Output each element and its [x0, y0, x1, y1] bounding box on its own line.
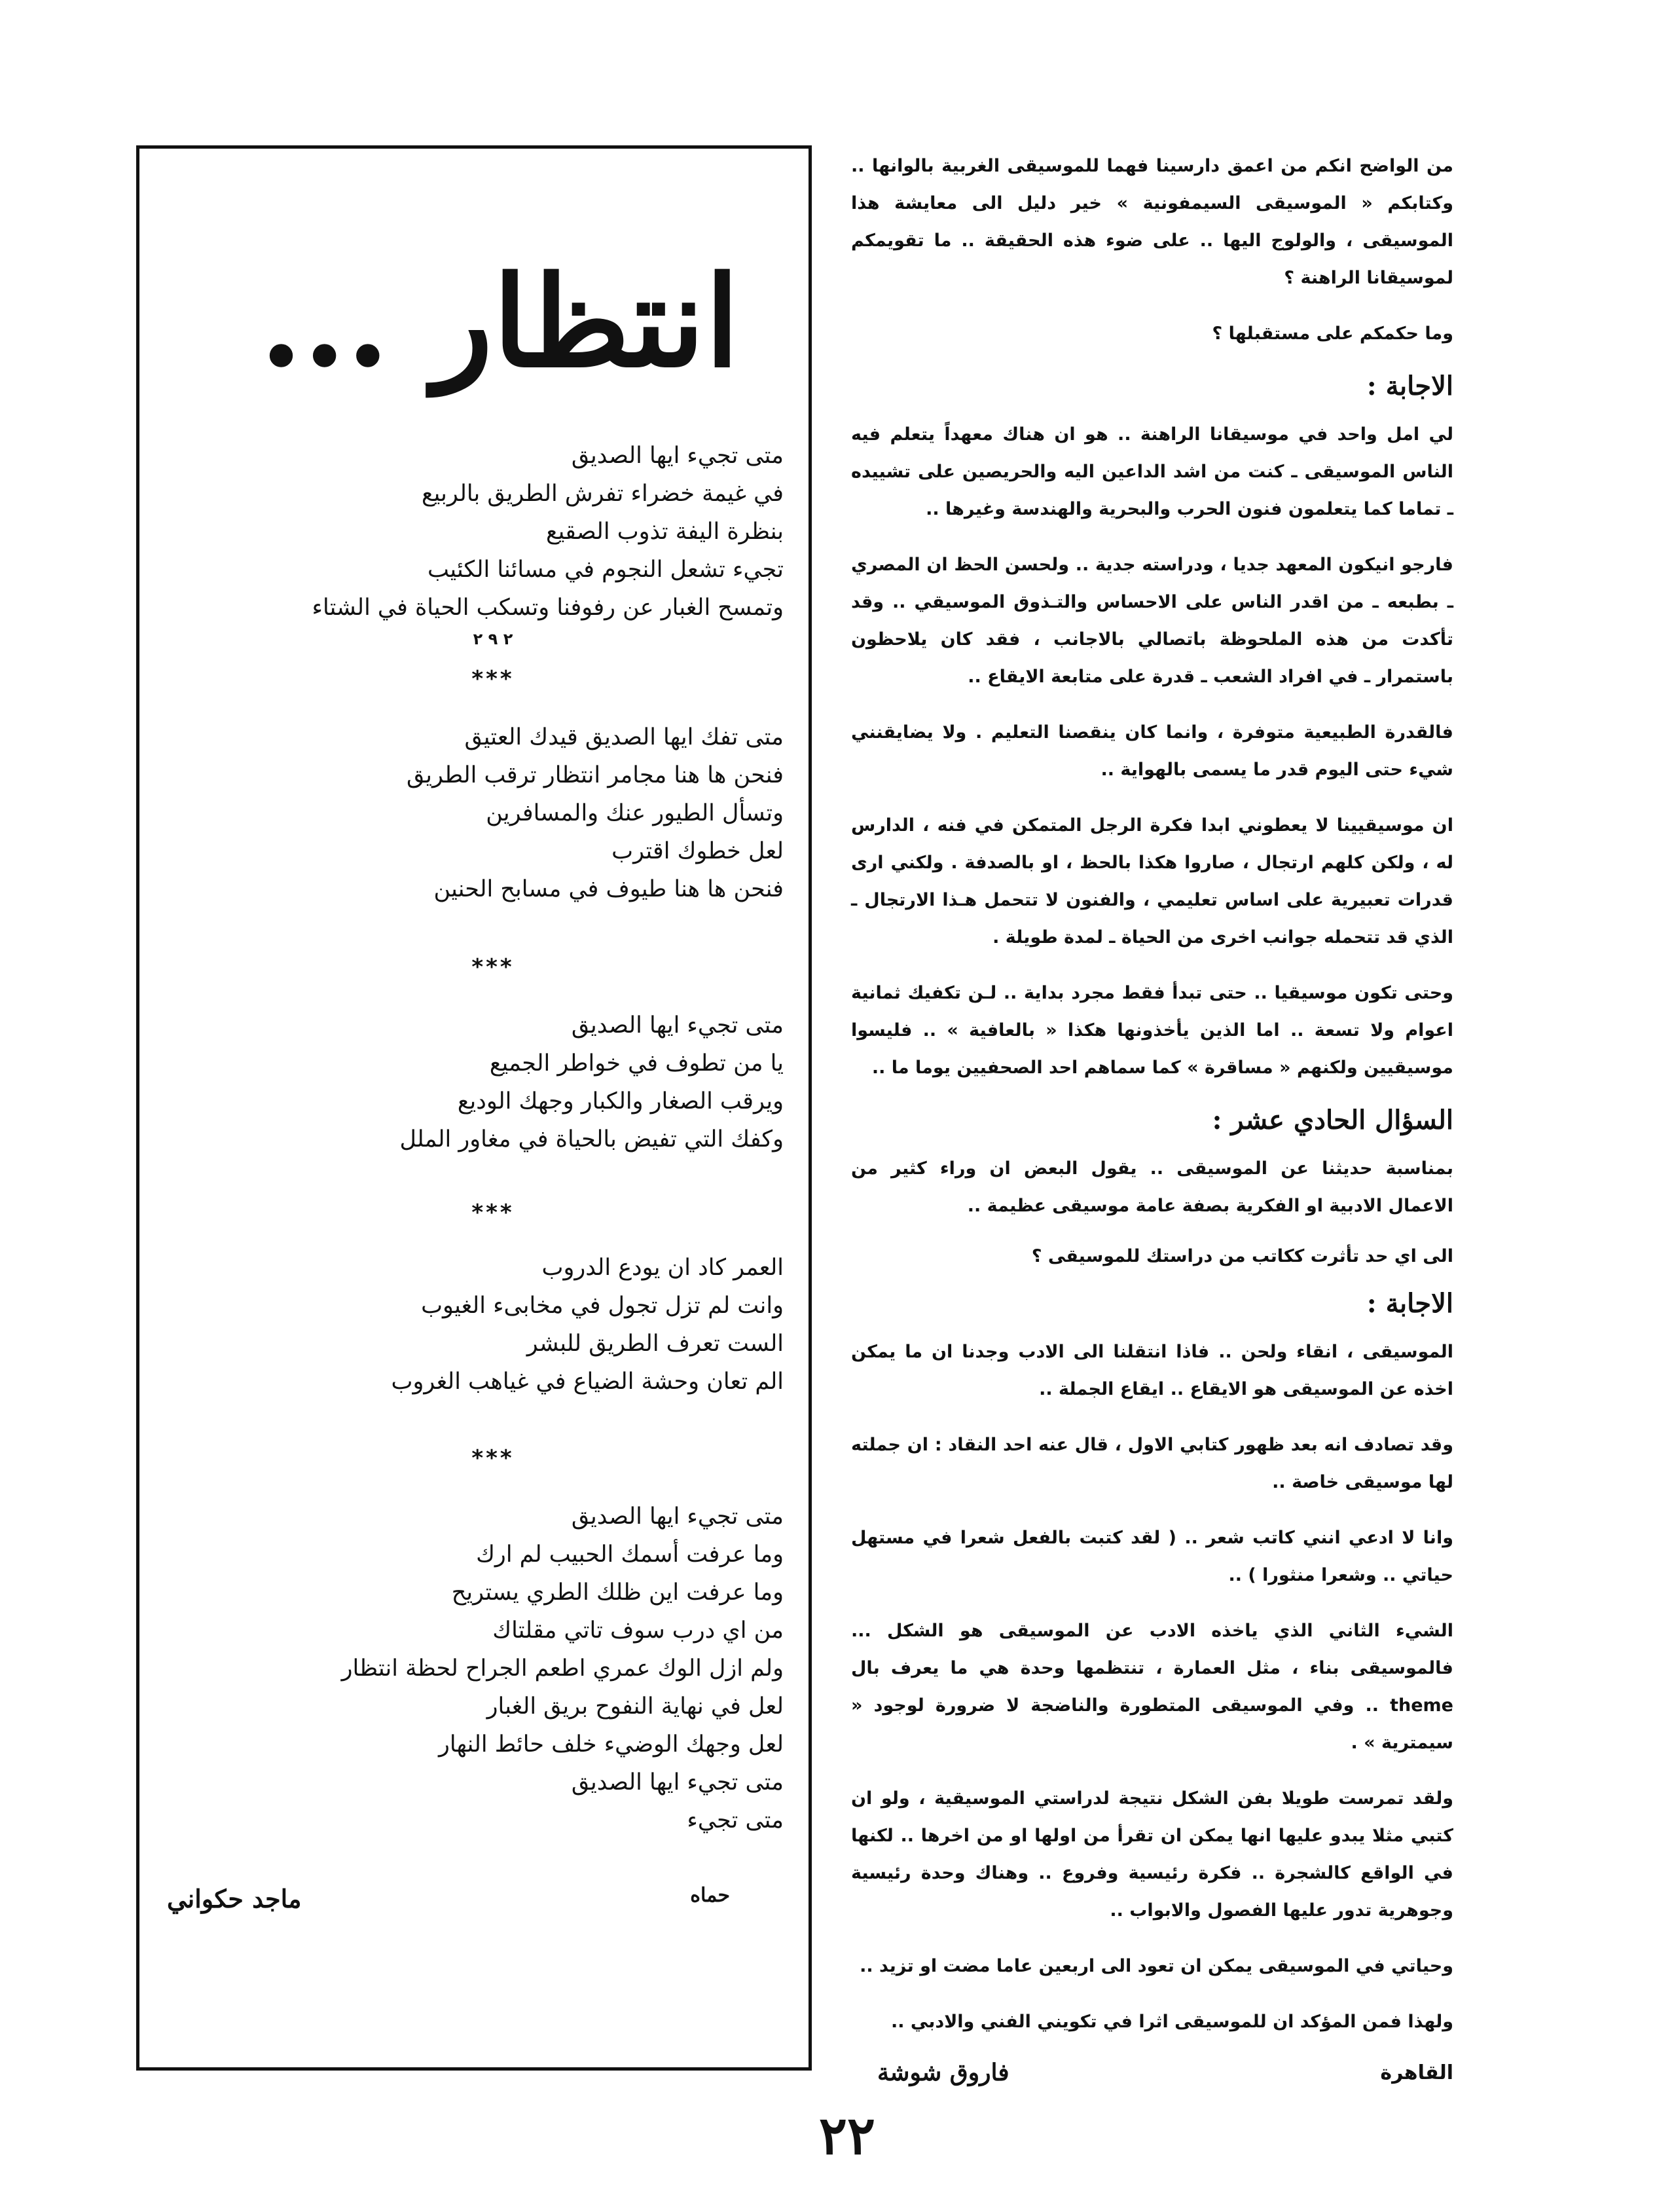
poem-line: بنظرة اليفة تذوب الصقيع	[545, 519, 784, 545]
poem-line: متى تجيء ايها الصديق	[571, 1012, 784, 1039]
answer-paragraph: فارجو انيكون المعهد جديا ، ودراسته جدية .. ولحسن الحظ ان المصري ـ بطبعه ـ من اقدر الناس على الاحساس والتـذوق الموسيقي .. وقد تأكدت من هذه الملحوظة باتصالي بالاجانب ، فقد كان يلاحظون باستمرار ـ في افراد الشعب ـ قدرة على متابعة الايقاع ..	[851, 555, 1453, 687]
interview-signature	[851, 2059, 1453, 2086]
poem-author: ماجد حكواني	[167, 1884, 302, 1913]
poem-line: وتمسح الغبار عن رفوفنا وتسكب الحياة في الشتاء	[312, 595, 784, 621]
poem-line: متى تجيء ايها الصديق	[571, 1769, 784, 1796]
poem-line: متى تفك ايها الصديق قيدك العتيق	[464, 724, 784, 750]
answer-paragraph: وانا لا ادعي انني كاتب شعر .. ( لقد كتبت بالفعل شعرا في مستهل حياتي .. وشعرا منثورا ) ..	[851, 1528, 1453, 1585]
stanza-separator: ***	[471, 666, 515, 692]
answer-paragraph: الشيء الثاني الذي ياخذه الادب عن الموسيقى هو الشكل ... فالموسيقى بناء ، مثل العمارة ، تنتظمها وحدة هي ما يعرف بال theme .. وفي الموسيقى المتطورة والناضجة لا ضرورة لوجود « سيمترية » .	[851, 1621, 1453, 1753]
answer-heading: الاجابة :	[1366, 1288, 1453, 1319]
poem-stanza-4	[194, 1249, 784, 1401]
answer-paragraph: وحياتي في الموسيقى يمكن ان تعود الى اربعين عاما مضت او تزيد ..	[860, 1956, 1453, 1976]
interview-column	[851, 147, 1453, 2086]
answer-paragraph: وقد تصادف انه بعد ظهور كتابي الاول ، قال عنه احد النقاد : ان جملته لها موسيقى خاصة ..	[851, 1435, 1453, 1492]
intro-question-paragraph-1: من الواضح انكم من اعمق دارسينا فهما للموسيقى الغربية بالوانها .. وكتابكم « الموسيقى السيمفونية » خير دليل الى معايشة هذا الموسيقى ، والولوج اليها .. على ضوء هذه الحقيقة .. ما تقويمكم لموسيقانا الراهنة ؟	[851, 156, 1453, 288]
stanza-separator: ***	[471, 954, 515, 980]
poem-line: وكفك التي تفيض بالحياة في مغاور الملل	[399, 1126, 784, 1152]
poem-place: حماه	[690, 1884, 730, 1907]
poem-line: العمر كاد ان يودع الدروب	[541, 1255, 784, 1281]
poem-line: وما عرفت اين ظلك الطري يستريح	[451, 1579, 784, 1606]
poem-line: متى تجيء ايها الصديق	[571, 1503, 784, 1530]
answer-paragraph: لي امل واحد في موسيقانا الراهنة .. هو ان هناك معهداً يتعلم فيه الناس الموسيقى ـ كنت من اشد الداعين اليه والحريصين على تشييده ـ تماما كما يتعلمون فنون الحرب والبحرية والهندسة وغيرها ..	[851, 424, 1453, 519]
poem-line: يا من تطوف في خواطر الجميع	[489, 1050, 784, 1077]
answer-paragraph: ان موسيقيينا لا يعطوني ابدا فكرة الرجل المتمكن في فنه ، الدارس له ، ولكن كلهم ارتجال ، صاروا هكذا بالحظ ، او بالصدفة . ولكني ارى قدرات تعبيرية على اساس تعليمي ، والفنون لا تتحمل هـذا الارتجال ـ الذي قد تتحمله جوانب اخرى من الحياة ـ لمدة طويلة .	[851, 815, 1453, 948]
poem-line: لعل خطوك اقترب	[611, 838, 784, 864]
poem-line: فنحن ها هنا طيوف في مسابح الحنين	[433, 876, 784, 902]
poem-stanza-1	[194, 437, 784, 627]
question-paragraph: بمناسبة حديثنا عن الموسيقى .. يقول البعض ان وراء كثير من الاعمال الادبية او الفكرية بصفة عامة موسيقى عظيمة ..	[851, 1158, 1453, 1216]
poem-line: وانت لم تزل تجول في مخابىء الغيوب	[421, 1293, 784, 1319]
interview-place: القاهرة	[1380, 2061, 1453, 2084]
poem-line: لعل وجهك الوضيء خلف حائط النهار	[438, 1731, 784, 1758]
page-number: ٢٢	[819, 2105, 875, 2166]
poem-line: وتسأل الطيور عنك والمسافرين	[486, 800, 784, 826]
poem-line: لعل في نهاية النفوح بريق الغبار	[486, 1693, 784, 1720]
poem-signature	[167, 1884, 730, 1913]
poem-line: متى تجيء	[687, 1807, 784, 1834]
poem-title: انتظار ...	[259, 249, 740, 395]
poem-line: فنحن ها هنا مجامر انتظار ترقب الطريق	[407, 762, 784, 788]
answer-paragraph: ولهذا فمن المؤكد ان للموسيقى اثرا في تكويني الفني والادبي ..	[890, 2012, 1453, 2032]
interview-author: فاروق شوشة	[877, 2059, 1009, 2086]
poem-line: ويرقب الصغار والكبار وجهك الوديع	[457, 1088, 784, 1115]
question-heading: السؤال الحادي عشر :	[1212, 1105, 1453, 1135]
answer-paragraph: الموسيقى ، انقاء ولحن .. فاذا انتقلنا الى الادب وجدنا ان ما يمكن اخذه عن الموسيقى هو الايقاع .. ايقاع الجملة ..	[851, 1342, 1453, 1399]
poem-line: تجيء تشعل النجوم في مسائنا الكئيب	[427, 557, 784, 583]
poem-line: من اي درب سوف تاتي مقلتاك	[492, 1617, 784, 1644]
stanza-mark: ٢ ٩ ٢	[473, 630, 513, 648]
poem-line: وما عرفت أسمك الحبيب لم ارك	[476, 1541, 784, 1568]
answer-paragraph: وحتى تكون موسيقيا .. حتى تبدأ فقط مجرد بداية .. لـن تكفيك ثمانية اعوام ولا تسعة .. اما الذين يأخذونها هكذا « بالعافية » .. فليسوا موسيقيين ولكنهم « مساقرة » كما سماهم احد الصحفيين يوما ما ..	[851, 983, 1453, 1078]
answer-paragraph: ولقد تمرست طويلا بفن الشكل نتيجة لدراستي الموسيقية ، ولو ان كتبي مثلا يبدو عليها انها يمكن ان تقرأ من اولها او من اخرها .. لكنها في الواقع كالشجرة .. فكرة رئيسية وفروع .. وهناك وحدة رئيسية وجوهرية تدور عليها الفصول والابواب ..	[851, 1788, 1453, 1921]
poem-line: الم تعان وحشة الضياع في غياهب الغروب	[391, 1369, 784, 1395]
poem-frame	[136, 145, 812, 2071]
stanza-separator: ***	[471, 1445, 515, 1471]
poem-line: ولم ازل الوك عمري اطعم الجراح لحظة انتظار	[341, 1655, 784, 1682]
answer-heading: الاجابة :	[1366, 371, 1453, 401]
poem-line: الست تعرف الطريق للبشر	[526, 1331, 784, 1357]
stanza-separator: ***	[471, 1200, 515, 1226]
poem-stanza-5	[194, 1498, 784, 1839]
poem-stanza-2	[194, 718, 784, 908]
poem-line: متى تجيء ايها الصديق	[571, 443, 784, 469]
intro-question-paragraph-2: وما حكمكم على مستقبلها ؟	[1212, 323, 1453, 344]
answer-paragraph: فالقدرة الطبيعية متوفرة ، وانما كان ينقصنا التعليم . ولا يضايقنني شيء حتى اليوم قدر ما يسمى بالهواية ..	[851, 722, 1453, 780]
question-paragraph: الى اي حد تأثرت ككاتب من دراستك للموسيقى ؟	[1031, 1246, 1453, 1266]
poem-stanza-3	[194, 1006, 784, 1158]
poem-line: في غيمة خضراء تفرش الطريق بالربيع	[421, 481, 784, 507]
